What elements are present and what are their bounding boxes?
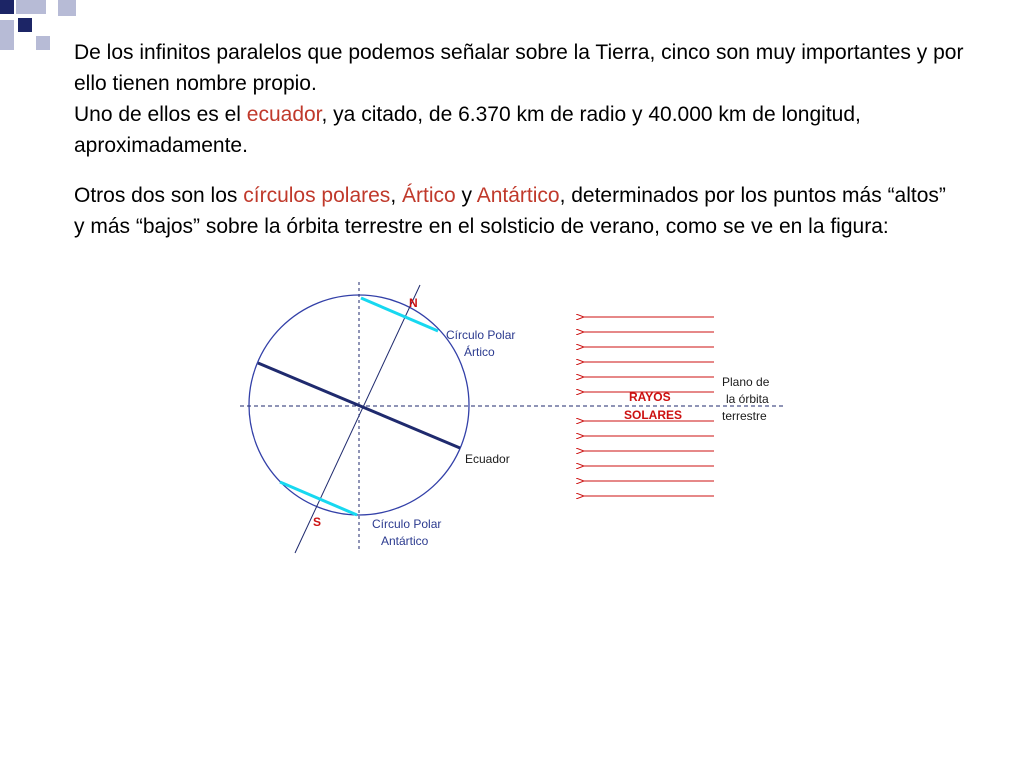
paragraph-2-a: Otros dos son los [74, 184, 244, 207]
antarctic-label-line-1: Círculo Polar [372, 517, 442, 531]
arctic-label-line-2: Ártico [464, 345, 495, 359]
highlight-artico: Ártico [401, 184, 456, 207]
orbit-plane-label-line-3: terrestre [722, 409, 767, 423]
paragraph-2-d: , determinados por los puntos más “altos” y más “bajos” sobre la órbita terrestre en el solsticio de verano, como se ve en la figura: [74, 184, 946, 238]
paragraph-line-2-b: , ya citado, de 6.370 km de radio y 40.000 km de longitud, aproximadamente. [74, 103, 861, 157]
north-pole-label: N [409, 296, 418, 310]
highlight-ecuador: ecuador [246, 103, 322, 126]
orbit-plane-label-line-2: la órbita [726, 392, 769, 406]
highlight-circulos-polares: círculos polares [243, 184, 391, 207]
rays-label-line-2: SOLARES [624, 408, 683, 422]
equator-label: Ecuador [465, 452, 510, 466]
paragraph-2-c: y [455, 184, 477, 207]
paragraph-2-b: , [390, 184, 402, 207]
antarctic-circle-line [280, 482, 357, 515]
rays-label-line-1: RAYOS [629, 390, 671, 404]
orbit-plane-label-line-1: Plano de [722, 375, 770, 389]
arctic-label-line-1: Círculo Polar [446, 328, 516, 342]
paragraph-line-1: De los infinitos paralelos que podemos señalar sobre la Tierra, cinco son muy importantes y por ello tienen nombre propio. [74, 41, 964, 95]
antarctic-label-line-2: Antártico [381, 534, 429, 548]
paragraph-line-2-a: Uno de ellos es el [74, 103, 247, 126]
highlight-antartico: Antártico [476, 184, 560, 207]
south-pole-label: S [313, 515, 322, 529]
earth-axis-line [295, 285, 420, 553]
